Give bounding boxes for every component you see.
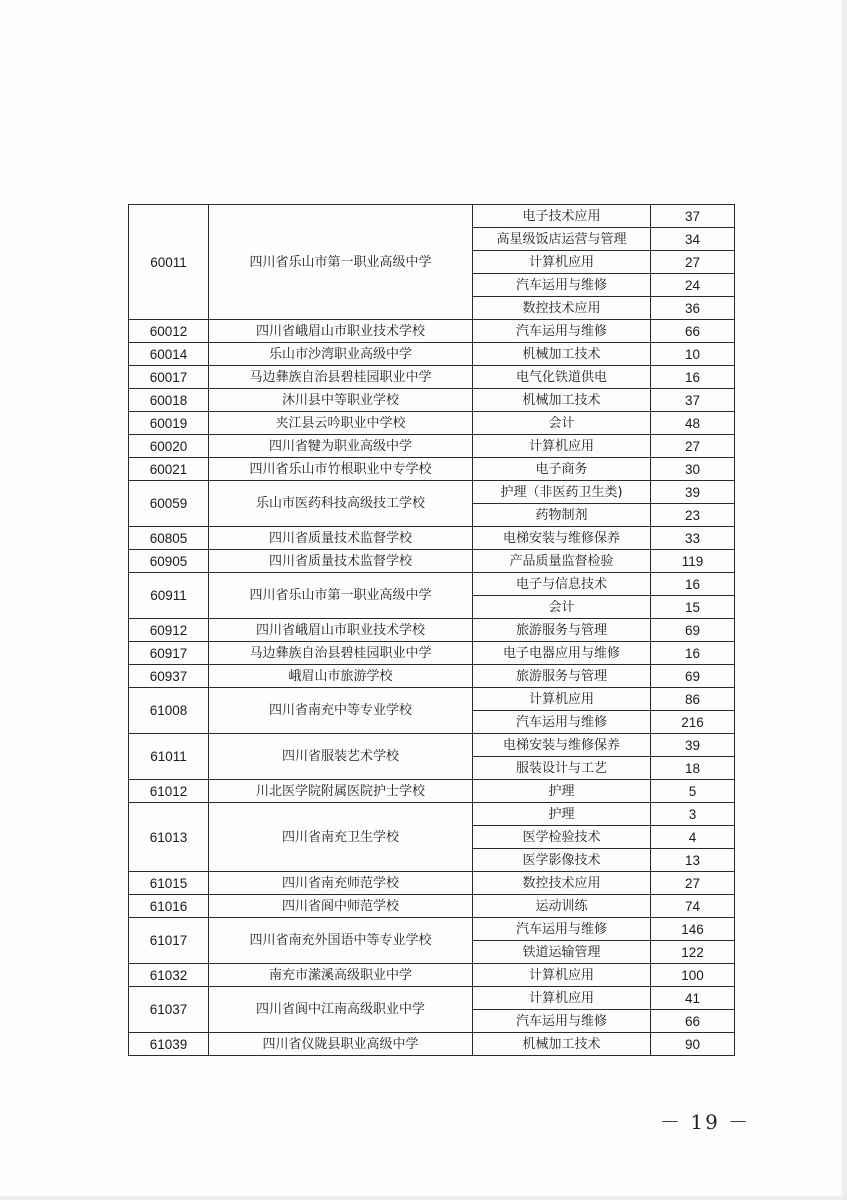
- enrollment-count-cell: 5: [651, 780, 735, 803]
- school-name-cell: 四川省质量技术监督学校: [209, 527, 473, 550]
- table-row: [129, 688, 735, 711]
- school-name-cell: 乐山市医药科技高级技工学校: [209, 481, 473, 527]
- table-row: [129, 389, 735, 412]
- enrollment-count-cell: 23: [651, 504, 735, 527]
- table-row: [129, 780, 735, 803]
- major-name-cell: 机械加工技术: [473, 389, 651, 412]
- school-code-cell: 60019: [129, 412, 209, 435]
- table-row: [129, 1033, 735, 1056]
- table-row: [129, 550, 735, 573]
- school-name-cell: 夹江县云吟职业中学校: [209, 412, 473, 435]
- table-row: [129, 458, 735, 481]
- school-code-cell: 61016: [129, 895, 209, 918]
- table-row: [129, 435, 735, 458]
- major-name-cell: 汽车运用与维修: [473, 918, 651, 941]
- enrollment-count-cell: 48: [651, 412, 735, 435]
- school-name-cell: 南充市潆溪高级职业中学: [209, 964, 473, 987]
- school-name-cell: 四川省峨眉山市职业技术学校: [209, 320, 473, 343]
- table-row: [129, 918, 735, 941]
- major-name-cell: 电子商务: [473, 458, 651, 481]
- enrollment-count-cell: 69: [651, 619, 735, 642]
- enrollment-count-cell: 30: [651, 458, 735, 481]
- table-row: [129, 481, 735, 504]
- major-name-cell: 铁道运输管理: [473, 941, 651, 964]
- school-code-cell: 61037: [129, 987, 209, 1033]
- enrollment-count-cell: 4: [651, 826, 735, 849]
- enrollment-count-cell: 18: [651, 757, 735, 780]
- enrollment-count-cell: 216: [651, 711, 735, 734]
- scan-bottom-edge: [0, 1196, 847, 1200]
- major-name-cell: 运动训练: [473, 895, 651, 918]
- page-number: － 19 －: [660, 1110, 751, 1134]
- enrollment-count-cell: 16: [651, 366, 735, 389]
- school-name-cell: 四川省仪陇县职业高级中学: [209, 1033, 473, 1056]
- table-row: [129, 734, 735, 757]
- enrollment-count-cell: 66: [651, 1010, 735, 1033]
- enrollment-count-cell: 27: [651, 435, 735, 458]
- enrollment-count-cell: 15: [651, 596, 735, 619]
- enrollment-count-cell: 69: [651, 665, 735, 688]
- enrollment-count-cell: 39: [651, 734, 735, 757]
- school-code-cell: 60912: [129, 619, 209, 642]
- major-name-cell: 汽车运用与维修: [473, 711, 651, 734]
- enrollment-count-cell: 100: [651, 964, 735, 987]
- school-code-cell: 61039: [129, 1033, 209, 1056]
- major-name-cell: 数控技术应用: [473, 872, 651, 895]
- school-code-cell: 60911: [129, 573, 209, 619]
- major-name-cell: 电梯安装与维修保养: [473, 527, 651, 550]
- school-code-cell: 61017: [129, 918, 209, 964]
- table-row: [129, 343, 735, 366]
- enrollment-count-cell: 24: [651, 274, 735, 297]
- enrollment-count-cell: 37: [651, 205, 735, 228]
- major-name-cell: 电子技术应用: [473, 205, 651, 228]
- school-name-cell: 四川省乐山市竹根职业中专学校: [209, 458, 473, 481]
- enrollment-count-cell: 39: [651, 481, 735, 504]
- enrollment-count-cell: 16: [651, 573, 735, 596]
- school-code-cell: 61008: [129, 688, 209, 734]
- table-row: [129, 205, 735, 228]
- enrollment-count-cell: 33: [651, 527, 735, 550]
- major-name-cell: 产品质量监督检验: [473, 550, 651, 573]
- school-name-cell: 四川省南充中等专业学校: [209, 688, 473, 734]
- major-name-cell: 药物制剂: [473, 504, 651, 527]
- school-name-cell: 四川省阆中师范学校: [209, 895, 473, 918]
- major-name-cell: 医学影像技术: [473, 849, 651, 872]
- major-name-cell: 电子与信息技术: [473, 573, 651, 596]
- table-row: [129, 320, 735, 343]
- enrollment-count-cell: 41: [651, 987, 735, 1010]
- major-name-cell: 高星级饭店运营与管理: [473, 228, 651, 251]
- enrollment-count-cell: 74: [651, 895, 735, 918]
- table-row: [129, 412, 735, 435]
- enrollment-count-cell: 122: [651, 941, 735, 964]
- major-name-cell: 计算机应用: [473, 251, 651, 274]
- school-code-cell: 60012: [129, 320, 209, 343]
- table-row: [129, 527, 735, 550]
- school-code-cell: 61011: [129, 734, 209, 780]
- school-name-cell: 四川省阆中江南高级职业中学: [209, 987, 473, 1033]
- enrollment-count-cell: 16: [651, 642, 735, 665]
- school-code-cell: 60059: [129, 481, 209, 527]
- school-code-cell: 61015: [129, 872, 209, 895]
- major-name-cell: 计算机应用: [473, 688, 651, 711]
- school-code-cell: 60020: [129, 435, 209, 458]
- school-name-cell: 四川省乐山市第一职业高级中学: [209, 205, 473, 320]
- major-name-cell: 数控技术应用: [473, 297, 651, 320]
- enrollment-count-cell: 90: [651, 1033, 735, 1056]
- major-name-cell: 护理: [473, 780, 651, 803]
- enrollment-table: [128, 204, 735, 1056]
- school-code-cell: 60917: [129, 642, 209, 665]
- enrollment-count-cell: 10: [651, 343, 735, 366]
- table-row: [129, 665, 735, 688]
- school-code-cell: 60021: [129, 458, 209, 481]
- scan-edge: [841, 0, 847, 1200]
- school-code-cell: 61032: [129, 964, 209, 987]
- enrollment-count-cell: 146: [651, 918, 735, 941]
- school-name-cell: 四川省峨眉山市职业技术学校: [209, 619, 473, 642]
- school-name-cell: 四川省犍为职业高级中学: [209, 435, 473, 458]
- enrollment-count-cell: 13: [651, 849, 735, 872]
- school-name-cell: 四川省乐山市第一职业高级中学: [209, 573, 473, 619]
- school-code-cell: 61012: [129, 780, 209, 803]
- major-name-cell: 会计: [473, 596, 651, 619]
- major-name-cell: 电子电器应用与维修: [473, 642, 651, 665]
- school-code-cell: 61013: [129, 803, 209, 872]
- table-row: [129, 573, 735, 596]
- enrollment-count-cell: 86: [651, 688, 735, 711]
- school-code-cell: 60018: [129, 389, 209, 412]
- major-name-cell: 汽车运用与维修: [473, 274, 651, 297]
- school-name-cell: 四川省南充外国语中等专业学校: [209, 918, 473, 964]
- school-name-cell: 四川省服装艺术学校: [209, 734, 473, 780]
- major-name-cell: 计算机应用: [473, 987, 651, 1010]
- major-name-cell: 护理: [473, 803, 651, 826]
- major-name-cell: 计算机应用: [473, 964, 651, 987]
- school-code-cell: 60017: [129, 366, 209, 389]
- major-name-cell: 汽车运用与维修: [473, 1010, 651, 1033]
- school-name-cell: 四川省质量技术监督学校: [209, 550, 473, 573]
- major-name-cell: 机械加工技术: [473, 343, 651, 366]
- school-name-cell: 四川省南充师范学校: [209, 872, 473, 895]
- enrollment-count-cell: 119: [651, 550, 735, 573]
- major-name-cell: 汽车运用与维修: [473, 320, 651, 343]
- enrollment-count-cell: 3: [651, 803, 735, 826]
- table-row: [129, 642, 735, 665]
- major-name-cell: 电梯安装与维修保养: [473, 734, 651, 757]
- school-code-cell: 60805: [129, 527, 209, 550]
- major-name-cell: 计算机应用: [473, 435, 651, 458]
- major-name-cell: 旅游服务与管理: [473, 665, 651, 688]
- enrollment-count-cell: 36: [651, 297, 735, 320]
- table-row: [129, 895, 735, 918]
- school-name-cell: 峨眉山市旅游学校: [209, 665, 473, 688]
- table-row: [129, 964, 735, 987]
- table-row: [129, 619, 735, 642]
- school-code-cell: 60014: [129, 343, 209, 366]
- enrollment-count-cell: 27: [651, 251, 735, 274]
- school-name-cell: 马边彝族自治县碧桂园职业中学: [209, 642, 473, 665]
- enrollment-count-cell: 37: [651, 389, 735, 412]
- table-row: [129, 366, 735, 389]
- school-name-cell: 四川省南充卫生学校: [209, 803, 473, 872]
- major-name-cell: 电气化铁道供电: [473, 366, 651, 389]
- major-name-cell: 旅游服务与管理: [473, 619, 651, 642]
- major-name-cell: 机械加工技术: [473, 1033, 651, 1056]
- table-row: [129, 803, 735, 826]
- major-name-cell: 会计: [473, 412, 651, 435]
- enrollment-count-cell: 34: [651, 228, 735, 251]
- school-name-cell: 沐川县中等职业学校: [209, 389, 473, 412]
- enrollment-count-cell: 66: [651, 320, 735, 343]
- major-name-cell: 服装设计与工艺: [473, 757, 651, 780]
- major-name-cell: 护理（非医药卫生类): [473, 481, 651, 504]
- school-code-cell: 60937: [129, 665, 209, 688]
- major-name-cell: 医学检验技术: [473, 826, 651, 849]
- table-row: [129, 872, 735, 895]
- school-code-cell: 60011: [129, 205, 209, 320]
- school-name-cell: 川北医学院附属医院护士学校: [209, 780, 473, 803]
- school-code-cell: 60905: [129, 550, 209, 573]
- table-row: [129, 987, 735, 1010]
- school-name-cell: 乐山市沙湾职业高级中学: [209, 343, 473, 366]
- school-name-cell: 马边彝族自治县碧桂园职业中学: [209, 366, 473, 389]
- enrollment-count-cell: 27: [651, 872, 735, 895]
- enrollment-table-body: [129, 205, 735, 1056]
